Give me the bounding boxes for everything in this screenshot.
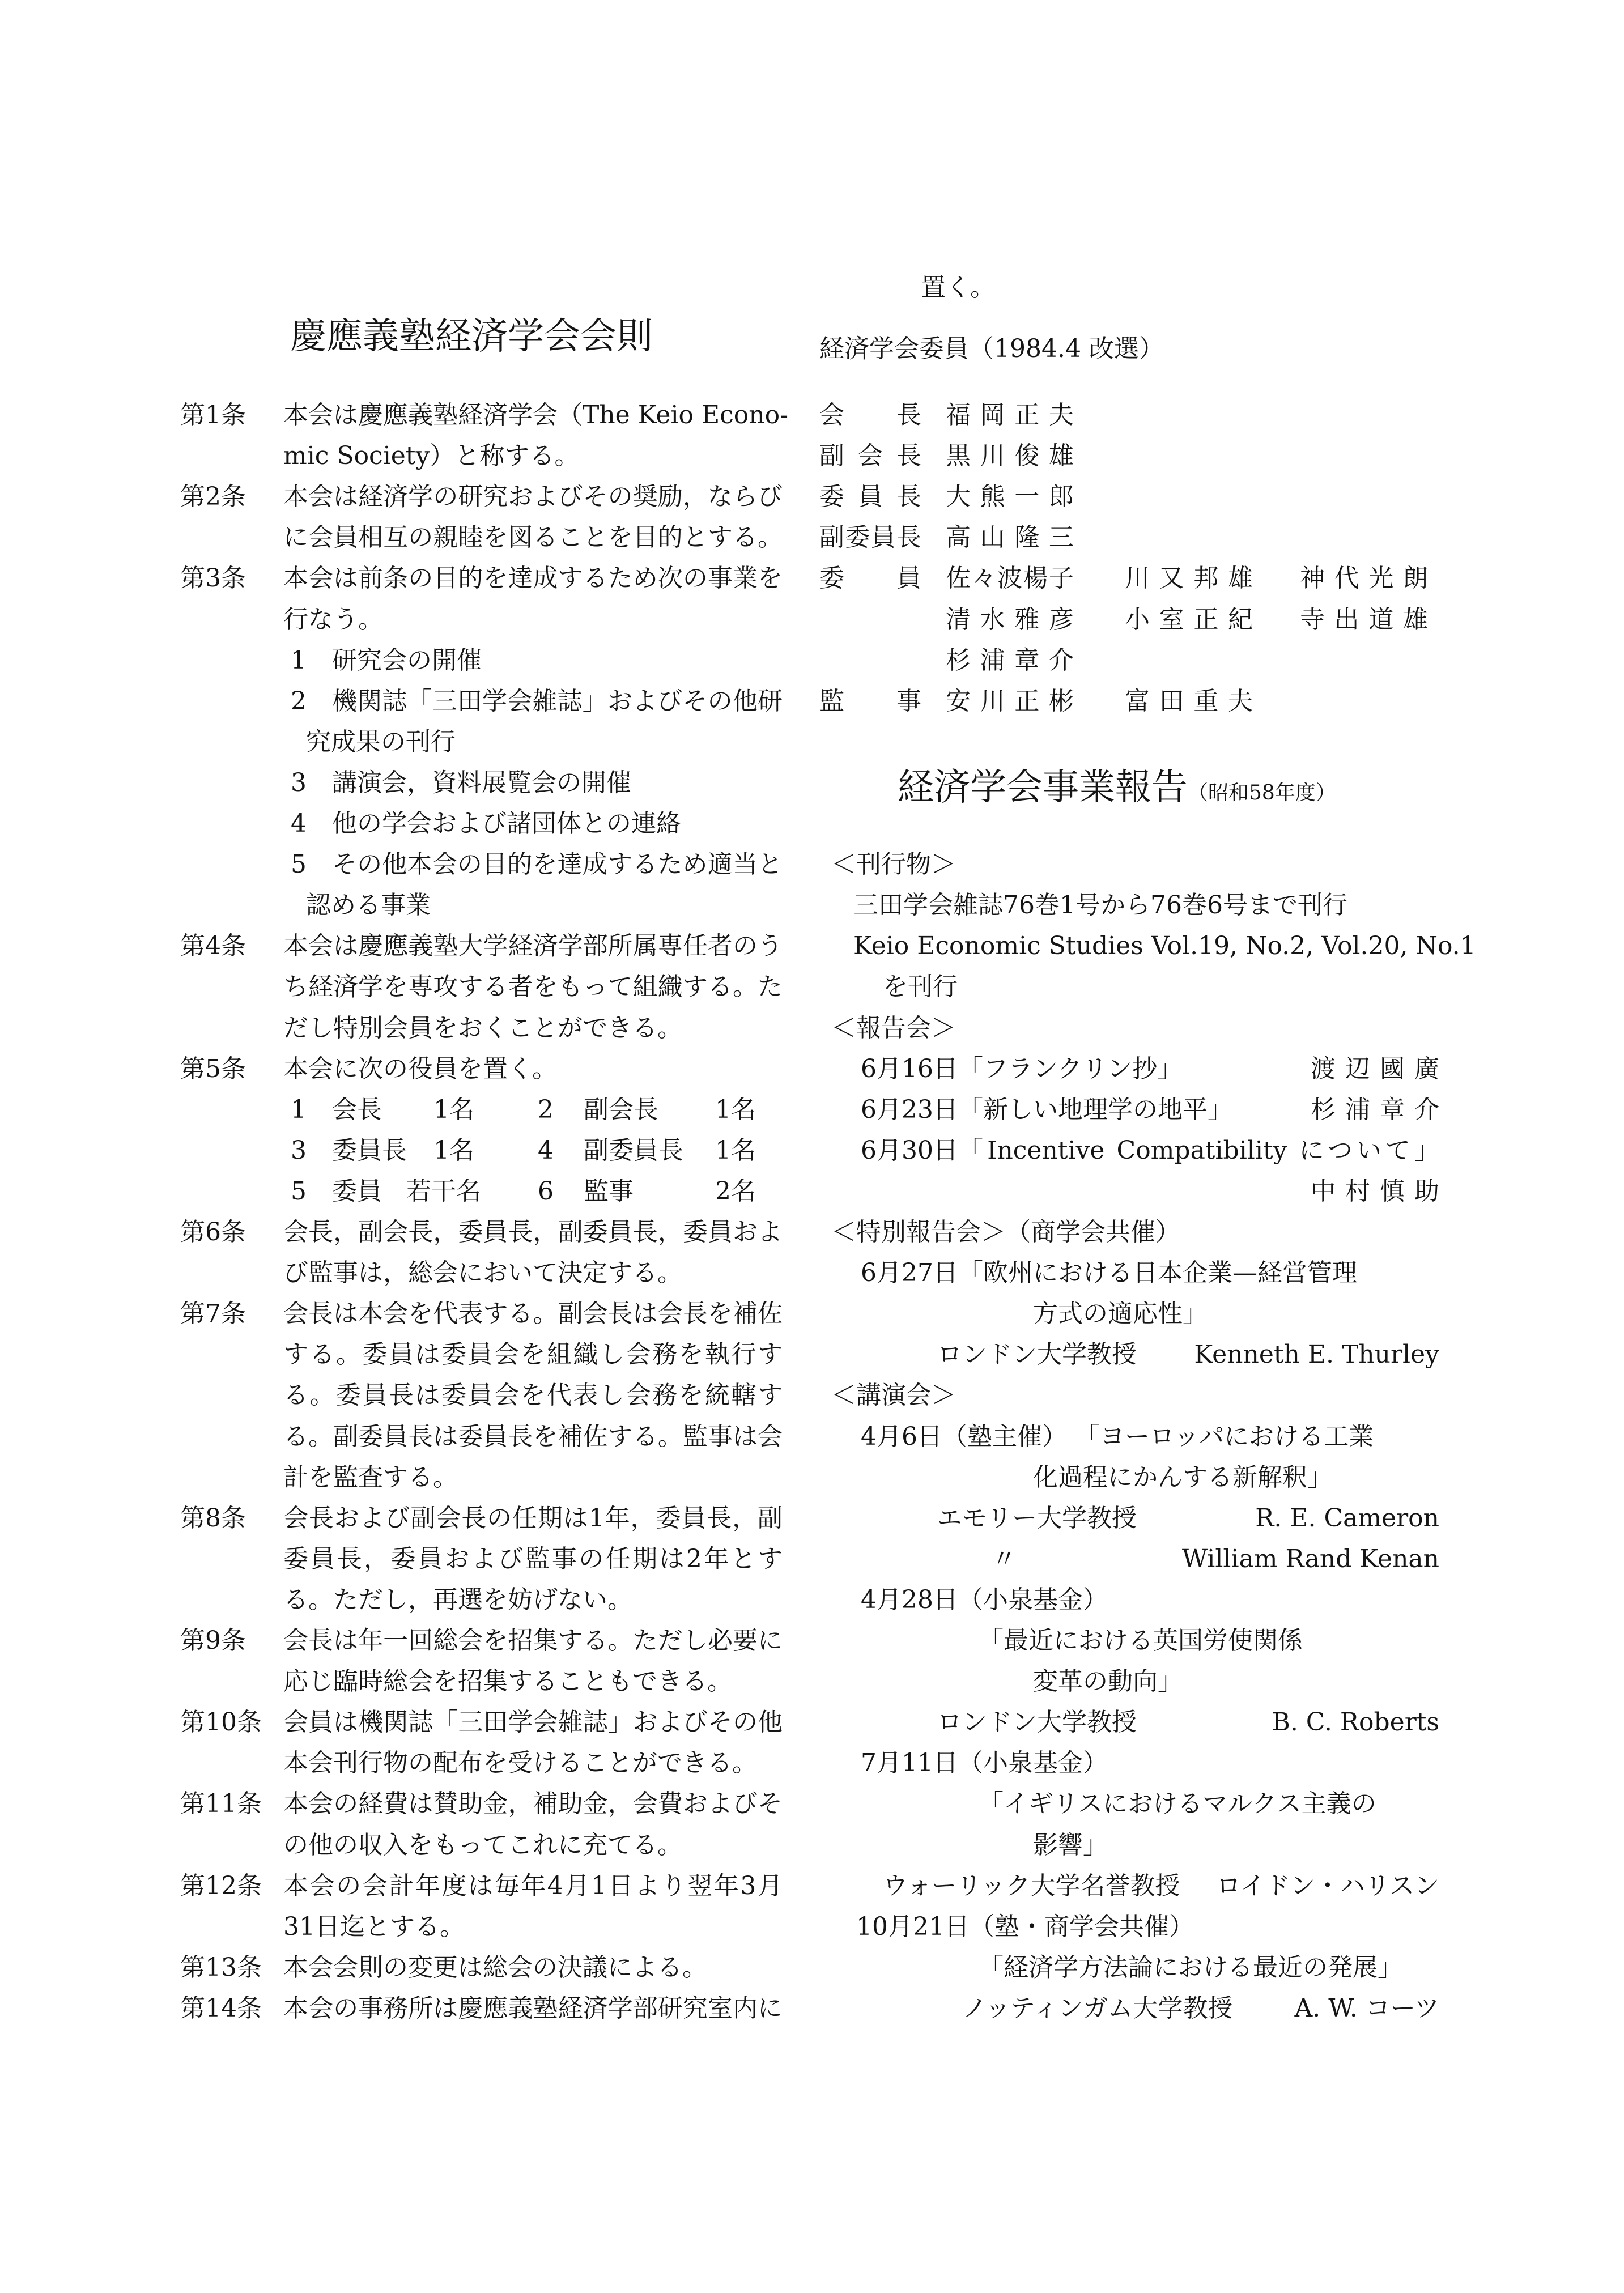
event-title: 方式の適応性」 xyxy=(1033,1299,1208,1329)
publication-line: Keio Economic Studies Vol.19, No.2, Vol.20, No.1 xyxy=(853,931,1476,961)
section-label: ＜刊行物＞ xyxy=(831,850,956,879)
article-label: 第2条 xyxy=(180,482,246,512)
committee-name: 寺出道雄 xyxy=(1300,605,1428,634)
committee-name: 小室正紀 xyxy=(1125,605,1253,634)
article-label: 第9条 xyxy=(180,1626,246,1655)
article-label: 第4条 xyxy=(180,931,246,961)
event-date: 6月23日 xyxy=(861,1095,958,1124)
article-text: に会員相互の親睦を図ることを目的とする。 xyxy=(283,523,783,552)
event-date: 7月11日（小泉基金） xyxy=(861,1749,1108,1778)
article-text: 会員は機関誌「三田学会雑誌」およびその他 xyxy=(283,1708,783,1737)
item-number: 1 xyxy=(291,645,307,675)
event-title: 「欧州における日本企業—経営管理 xyxy=(958,1258,1357,1288)
event-speaker: 中村慎助 xyxy=(1311,1176,1439,1206)
article-text: 計を監査する。 xyxy=(283,1462,458,1492)
article-text: だし特別会員をおくことができる。 xyxy=(283,1013,682,1043)
article-text: 本会は慶應義塾大学経済学部所属専任者のう xyxy=(283,931,783,961)
committee-name: 清水雅彦 xyxy=(946,605,1074,634)
article-text: 会長，副会長，委員長，副委員長，委員およ xyxy=(283,1218,783,1247)
committee-name: 黒川俊雄 xyxy=(946,441,1074,471)
item-number: 5 xyxy=(291,850,307,879)
committee-row xyxy=(819,558,1443,599)
event-line xyxy=(861,1416,1374,1457)
officer-number: 5 xyxy=(291,1176,307,1206)
committee-name: 神代光朗 xyxy=(1300,564,1428,593)
article-text: 本会は経済学の研究およびその奨励，ならび xyxy=(283,482,783,512)
event-title: 変革の動向」 xyxy=(1033,1667,1183,1696)
committee-title: 経済学会委員（1984.4 改選） xyxy=(819,334,1164,363)
speaker-affiliation: エモリー大学教授 xyxy=(937,1503,1137,1533)
event-date: 6月27日 xyxy=(861,1258,958,1288)
committee-row xyxy=(819,681,1443,722)
item-text: 機関誌「三田学会雑誌」およびその他研 xyxy=(332,686,783,716)
event-speaker: B. C. Roberts xyxy=(1272,1708,1439,1737)
officer-number: 1 xyxy=(291,1095,307,1124)
article-text: 応じ臨時総会を招集することもできる。 xyxy=(283,1667,732,1696)
publication-line: を刊行 xyxy=(883,972,958,1002)
item-text: 他の学会および諸団体との連絡 xyxy=(332,809,681,838)
committee-row xyxy=(819,517,1443,558)
item-number: 4 xyxy=(291,809,307,838)
article-text: 本会は慶應義塾経済学会（The Keio Econo- xyxy=(283,401,788,429)
officer-count: 1名 xyxy=(433,1135,474,1165)
committee-name: 富田重夫 xyxy=(1125,686,1253,716)
event-line xyxy=(861,1090,1232,1130)
officer-count: 1名 xyxy=(715,1135,756,1165)
item-text: 究成果の刊行 xyxy=(306,727,456,756)
event-line xyxy=(861,1049,1182,1090)
committee-role: 委員 xyxy=(819,564,921,593)
article-label: 第1条 xyxy=(180,401,246,429)
report-heading xyxy=(898,765,1336,816)
article-text: る。副委員長は委員長を補佐する。監事は会 xyxy=(283,1422,783,1451)
speaker-affiliation: ロンドン大学教授 xyxy=(937,1340,1137,1369)
officer-number: 6 xyxy=(538,1176,554,1206)
report-subtitle: （昭和58年度） xyxy=(1188,781,1336,805)
article-text: の他の収入をもってこれに充てる。 xyxy=(283,1830,682,1860)
article-label: 第14条 xyxy=(180,1993,262,2023)
article-text: る。ただし，再選を妨げない。 xyxy=(283,1585,632,1614)
officer-role: 委員 xyxy=(332,1176,382,1206)
article-label: 第8条 xyxy=(180,1503,246,1533)
item-number: 2 xyxy=(291,686,307,716)
event-speaker: William Rand Kenan xyxy=(1181,1544,1439,1573)
officer-count: 2名 xyxy=(715,1176,756,1206)
event-date: 10月21日（塾・商学会共催） xyxy=(856,1912,1194,1941)
article-text: 委員長，委員および監事の任期は2年とす xyxy=(283,1544,783,1573)
committee-row xyxy=(819,477,1443,517)
article-text: 本会に次の役員を置く。 xyxy=(283,1054,558,1083)
officer-count: 1名 xyxy=(433,1095,474,1124)
officer-role: 委員長 xyxy=(332,1135,407,1165)
committee-role: 会長 xyxy=(819,401,921,429)
report-heading-text: 経済学会事業報告 xyxy=(898,767,1188,809)
officer-number: 2 xyxy=(538,1095,554,1124)
rules-title: 慶應義塾経済学会会則 xyxy=(290,316,653,358)
section-label: ＜報告会＞ xyxy=(831,1013,956,1043)
item-number: 3 xyxy=(291,768,307,797)
committee-row xyxy=(819,640,1443,681)
committee-row xyxy=(819,436,1443,477)
committee-role: 副会長 xyxy=(819,441,921,471)
article-label: 第3条 xyxy=(180,564,246,593)
speaker-affiliation: ノッティンガム大学教授 xyxy=(962,1993,1233,2023)
article-text: る。委員長は委員会を代表し会務を統轄す xyxy=(283,1381,783,1410)
event-speaker: ロイドン・ハリスン xyxy=(1216,1871,1439,1900)
item-text: 講演会，資料展覧会の開催 xyxy=(332,768,631,797)
officer-role: 会長 xyxy=(332,1095,382,1124)
event-title: 「Incentive Compatibility について」 xyxy=(958,1135,1439,1165)
article-text: 会長は本会を代表する。副会長は会長を補佐 xyxy=(283,1299,783,1329)
article-text: 31日迄とする。 xyxy=(283,1912,465,1941)
section-label: ＜特別報告会＞（商学会共催） xyxy=(831,1218,1180,1247)
article-text-continued: 置く。 xyxy=(921,273,996,302)
event-title: 「フランクリン抄」 xyxy=(958,1054,1183,1083)
article-text: する。委員は委員会を組織し会務を執行す xyxy=(283,1340,783,1369)
event-title: 「ヨーロッパにおける工業 xyxy=(1075,1422,1374,1451)
committee-role: 副委員長 xyxy=(819,523,921,552)
event-title: 化過程にかんする新解釈」 xyxy=(1033,1462,1332,1492)
officer-count: 若干名 xyxy=(406,1176,481,1206)
article-text: 会長および副会長の任期は1年，委員長，副 xyxy=(283,1503,783,1533)
event-date: 4月6日（塾主催） xyxy=(861,1422,1067,1451)
committee-name: 安川正彬 xyxy=(946,686,1074,716)
committee-name: 高山隆三 xyxy=(946,523,1074,552)
article-text: 本会の会計年度は毎年4月1日より翌年3月 xyxy=(283,1871,783,1900)
article-text: び監事は，総会において決定する。 xyxy=(283,1258,682,1288)
officer-number: 3 xyxy=(291,1135,307,1165)
speaker-affiliation: ロンドン大学教授 xyxy=(937,1708,1137,1737)
event-speaker: Kenneth E. Thurley xyxy=(1194,1340,1439,1369)
article-label: 第7条 xyxy=(180,1299,246,1329)
article-label: 第12条 xyxy=(180,1871,262,1900)
article-text: 本会会則の変更は総会の決議による。 xyxy=(283,1952,707,1982)
committee-name: 川又邦雄 xyxy=(1125,564,1253,593)
event-title: 影響」 xyxy=(1033,1830,1108,1860)
article-text: 行なう。 xyxy=(283,605,383,634)
event-line xyxy=(861,1130,1439,1171)
item-text: 認める事業 xyxy=(306,891,431,920)
committee-role: 委員長 xyxy=(819,482,921,512)
event-speaker: R. E. Cameron xyxy=(1255,1503,1439,1533)
event-title: 「最近における英国労使関係 xyxy=(979,1626,1303,1655)
event-title: 「イギリスにおけるマルクス主義の xyxy=(979,1789,1376,1819)
article-label: 第5条 xyxy=(180,1054,246,1083)
speaker-affiliation: ウォーリック大学名誉教授 xyxy=(883,1871,1180,1900)
article-text: mic Society）と称する。 xyxy=(283,441,580,471)
officer-role: 監事 xyxy=(584,1176,634,1206)
committee-name: 佐々波楊子 xyxy=(946,564,1074,593)
article-label: 第13条 xyxy=(180,1952,262,1982)
event-title: 「新しい地理学の地平」 xyxy=(958,1095,1232,1124)
officer-role: 副委員長 xyxy=(584,1135,683,1165)
event-speaker: 渡辺國廣 xyxy=(1311,1054,1439,1083)
event-line xyxy=(861,1253,1357,1294)
event-speaker: 杉浦章介 xyxy=(1311,1095,1439,1124)
article-text: 本会の事務所は慶應義塾経済学部研究室内に xyxy=(283,1993,783,2023)
event-date: 6月16日 xyxy=(861,1054,958,1083)
article-text: ち経済学を専攻する者をもって組織する。た xyxy=(283,972,783,1002)
event-speaker: A. W. コーツ xyxy=(1294,1993,1439,2023)
officer-count: 1名 xyxy=(715,1095,756,1124)
section-label: ＜講演会＞ xyxy=(831,1381,956,1410)
event-title: 「経済学方法論における最近の発展」 xyxy=(979,1952,1402,1982)
speaker-affiliation: 〃 xyxy=(992,1544,1017,1573)
officer-role: 副会長 xyxy=(584,1095,658,1124)
item-text: その他本会の目的を達成するため適当と xyxy=(332,850,783,879)
article-label: 第10条 xyxy=(180,1708,262,1737)
article-text: 本会の経費は賛助金，補助金，会費およびそ xyxy=(283,1789,783,1819)
article-text: 本会刊行物の配布を受けることができる。 xyxy=(283,1749,757,1778)
event-date: 4月28日（小泉基金） xyxy=(861,1585,1108,1614)
article-text: 本会は前条の目的を達成するため次の事業を xyxy=(283,564,783,593)
committee-row xyxy=(819,395,1443,436)
publication-line: 三田学会雑誌76巻1号から76巻6号まで刊行 xyxy=(853,891,1347,920)
item-text: 研究会の開催 xyxy=(332,645,482,675)
committee-role: 監事 xyxy=(819,686,921,716)
event-date: 6月30日 xyxy=(861,1135,958,1165)
committee-row xyxy=(819,599,1443,640)
committee-name: 大熊一郎 xyxy=(946,482,1074,512)
committee-name: 杉浦章介 xyxy=(946,645,1074,675)
article-label: 第6条 xyxy=(180,1218,246,1247)
officer-number: 4 xyxy=(538,1135,554,1165)
article-label: 第11条 xyxy=(180,1789,262,1819)
article-text: 会長は年一回総会を招集する。ただし必要に xyxy=(283,1626,783,1655)
committee-name: 福岡正夫 xyxy=(946,401,1074,429)
